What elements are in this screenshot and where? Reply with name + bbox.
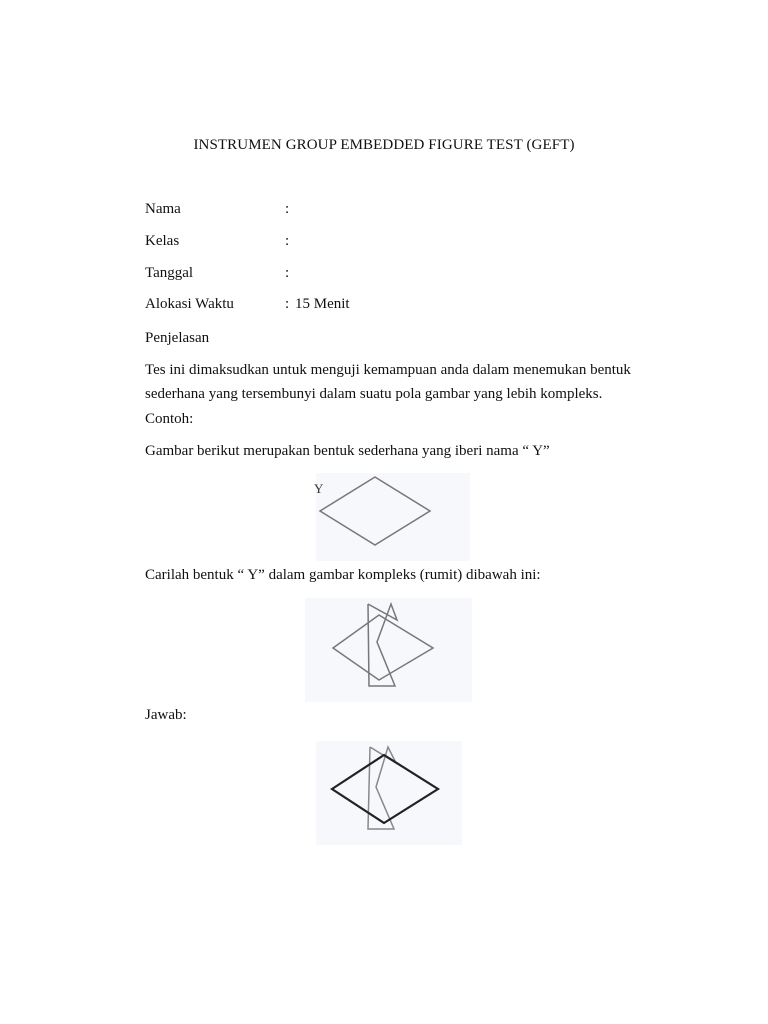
field-separator: : <box>285 233 290 249</box>
explanation-paragraph: Tes ini dimaksudkan untuk menguji kemampuan anda dalam menemukan bentuk sederhana yang tersembunyi dalam suatu pola gambar yang lebih kompleks. <box>145 362 631 402</box>
field-separator: : <box>285 201 290 217</box>
simple-figure-svg <box>310 473 470 561</box>
answer-figure-svg <box>316 741 462 845</box>
example-heading: Contoh: <box>145 411 194 427</box>
field-separator: : <box>285 265 290 281</box>
document-title: INSTRUMEN GROUP EMBEDDED FIGURE TEST (GEFT) <box>193 137 575 153</box>
example-caption: Gambar berikut merupakan bentuk sederhana yang iberi nama “ Y” <box>145 443 550 459</box>
field-label: Kelas <box>145 233 180 249</box>
search-caption: Carilah bentuk “ Y” dalam gambar kompleks (rumit) dibawah ini: <box>145 567 541 583</box>
field-label: Tanggal <box>145 265 194 281</box>
field-value: 15 Menit <box>295 296 350 312</box>
figure-label-y: Y <box>314 481 324 496</box>
answer-heading: Jawab: <box>145 707 187 723</box>
complex-figure <box>305 598 472 702</box>
section-heading: Penjelasan <box>145 330 210 346</box>
field-label: Alokasi Waktu <box>145 296 234 312</box>
figure-background <box>316 473 470 561</box>
field-separator: : <box>285 296 290 312</box>
answer-figure <box>316 741 462 845</box>
simple-figure-y <box>310 473 470 561</box>
complex-figure-svg <box>305 598 472 702</box>
field-label: Nama <box>145 201 181 217</box>
